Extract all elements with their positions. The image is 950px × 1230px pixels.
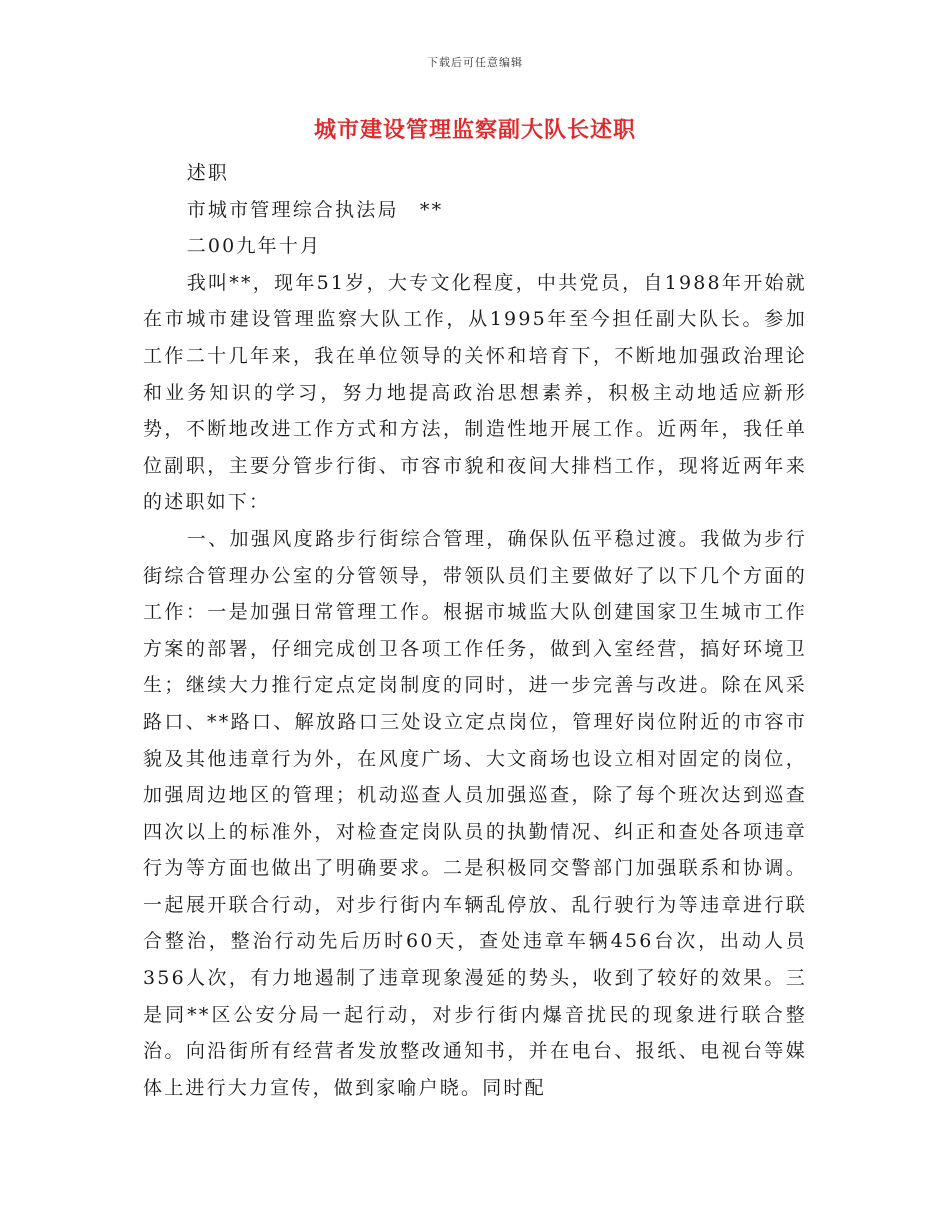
date-line: 二00九年十月 <box>186 235 322 258</box>
page-header-note: 下载后可任意编辑 <box>427 56 523 69</box>
heading-label: 述职 <box>186 162 230 184</box>
author-org-line: 市城市管理综合执法局 ** <box>186 198 444 221</box>
document-body <box>143 155 807 1106</box>
document-title: 城市建设管理监察副大队长述职 <box>313 117 636 143</box>
intro-paragraph: 我叫**，现年51岁，大专文化程度，中共党员，自1988年开始就在市城市建设管理监察大队工作，从1995年至今担任副大队长。参加工作二十几年来，我在单位领导的关怀和培育下，不断地加强政治理论和业务知识的学习，努力地提高政治思想素养，积极主动地适应新形势，不断地改进工作方式和方法，制造性地开展工作。近两年，我任单位副职，主要分管步行街、市容市貌和夜间大排档工作，现将近两年来的述职如下： <box>143 271 807 514</box>
section-one-paragraph: 一、加强风度路步行街综合管理，确保队伍平稳过渡。我做为步行街综合管理办公室的分管领导，带领队员们主要做好了以下几个方面的工作：一是加强日常管理工作。根据市城监大队创建国家卫生城市工作方案的部署，仔细完成创卫各项工作任务，做到入室经营，搞好环境卫生；继续大力推行定点定岗制度的同时，进一步完善与改进。除在风采路口、**路口、解放路口三处设立定点岗位，管理好岗位附近的市容市貌及其他违章行为外，在风度广场、大文商场也设立相对固定的岗位，加强周边地区的管理；机动巡查人员加强巡查，除了每个班次达到巡查四次以上的标准外，对检查定岗队员的执勤情况、纠正和查处各项违章行为等方面也做出了明确要求。二是积极同交警部门加强联系和协调。一起展开联合行动，对步行街内车辆乱停放、乱行驶行为等违章进行联合整治，整治行动先后历时60天，查处违章车辆456台次，出动人员356人次，有力地遏制了违章现象漫延的势头，收到了较好的效果。三是同**区公安分局一起行动，对步行街内爆音扰民的现象进行联合整治。向沿街所有经营者发放整改通知书，并在电台、报纸、电视台等媒体上进行大力宣传，做到家喻户晓。同时配 <box>143 527 807 1099</box>
